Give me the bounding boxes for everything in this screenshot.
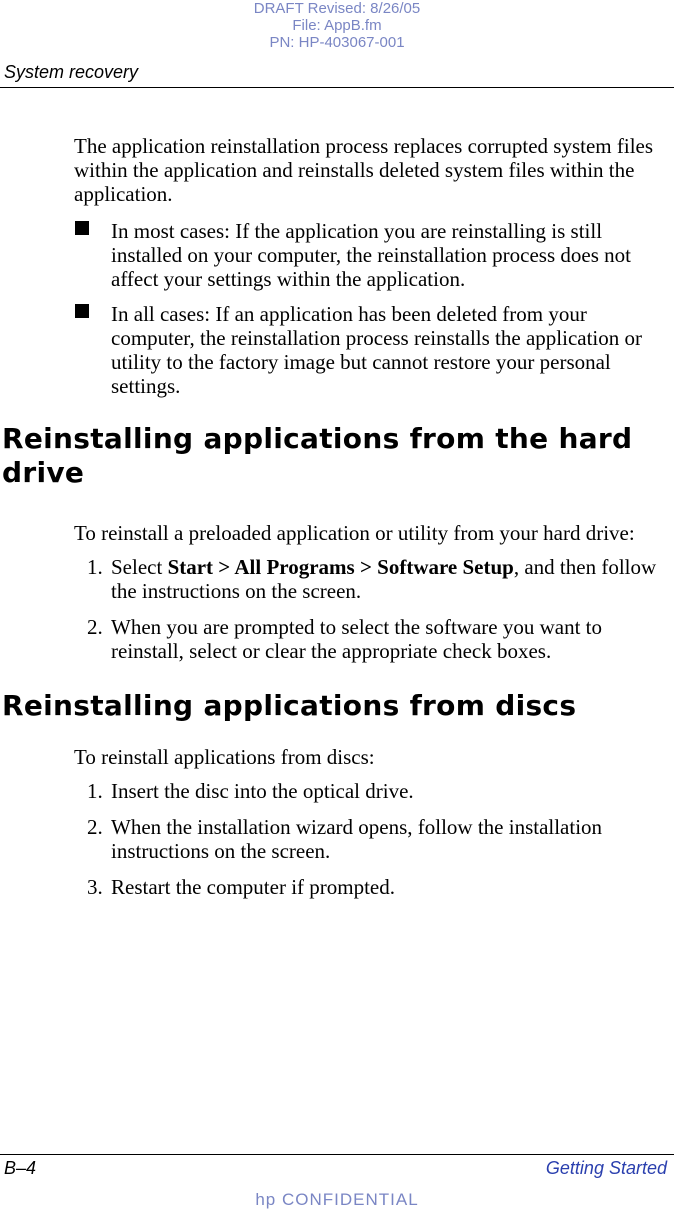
- footer-rule: [0, 1154, 674, 1155]
- draft-notice: [0, 0, 674, 51]
- bullet-text: In most cases: If the application you are reinstalling is still installed on your computer, the reinstallation process does not affect your settings within the application.: [111, 219, 631, 291]
- step-number: 1.: [87, 555, 103, 579]
- bullet-item: [74, 302, 667, 398]
- step-number: 1.: [87, 779, 103, 803]
- step-text: When the installation wizard opens, follow the installation instructions on the screen.: [111, 815, 603, 863]
- step-text: Insert the disc into the optical drive.: [111, 779, 414, 803]
- page-number: B–4: [4, 1158, 37, 1178]
- bullet-text: In all cases: If an application has been deleted from your computer, the reinstallation process reinstalls the application or utility to the factory image but cannot restore your personal settings.: [111, 302, 642, 398]
- hard-drive-lead: To reinstall a preloaded application or utility from your hard drive:: [74, 521, 635, 545]
- running-head: System recovery: [4, 62, 139, 82]
- step-item: [74, 555, 667, 603]
- header-rule: [0, 87, 674, 88]
- intro-paragraph: The application reinstallation process replaces corrupted system files within the application and reinstalls deleted system files within the application.: [74, 134, 654, 206]
- menu-path: Start > All Programs > Software Setup: [167, 555, 514, 579]
- section-heading-hard-drive: Reinstalling applications from the hard drive: [2, 422, 633, 489]
- step-item: [74, 815, 667, 863]
- step-text-suffix: , and then follow the instructions on the screen.: [111, 555, 657, 603]
- step-item: [74, 779, 667, 803]
- step-text-prefix: Select: [111, 555, 168, 579]
- step-number: 2.: [87, 615, 103, 639]
- draft-pn-line: PN: HP-403067-001: [269, 34, 405, 51]
- step-text: When you are prompted to select the software you want to reinstall, select or clear the appropriate check boxes.: [111, 615, 603, 663]
- step-item: [74, 875, 667, 899]
- square-bullet-icon: [75, 304, 89, 318]
- step-item: [74, 615, 667, 663]
- section-heading-discs: Reinstalling applications from discs: [2, 689, 577, 722]
- draft-revised-line: DRAFT Revised: 8/26/05: [253, 0, 421, 17]
- step-number: 2.: [87, 815, 103, 839]
- confidential-notice: hp CONFIDENTIAL: [255, 1190, 419, 1209]
- page-body: [0, 134, 674, 899]
- step-number: 3.: [87, 875, 103, 899]
- draft-file-line: File: AppB.fm: [292, 17, 382, 34]
- discs-lead: To reinstall applications from discs:: [74, 745, 375, 769]
- step-text: Restart the computer if prompted.: [111, 875, 396, 899]
- bullet-item: [74, 219, 667, 291]
- book-title: Getting Started: [545, 1158, 667, 1178]
- square-bullet-icon: [75, 221, 89, 235]
